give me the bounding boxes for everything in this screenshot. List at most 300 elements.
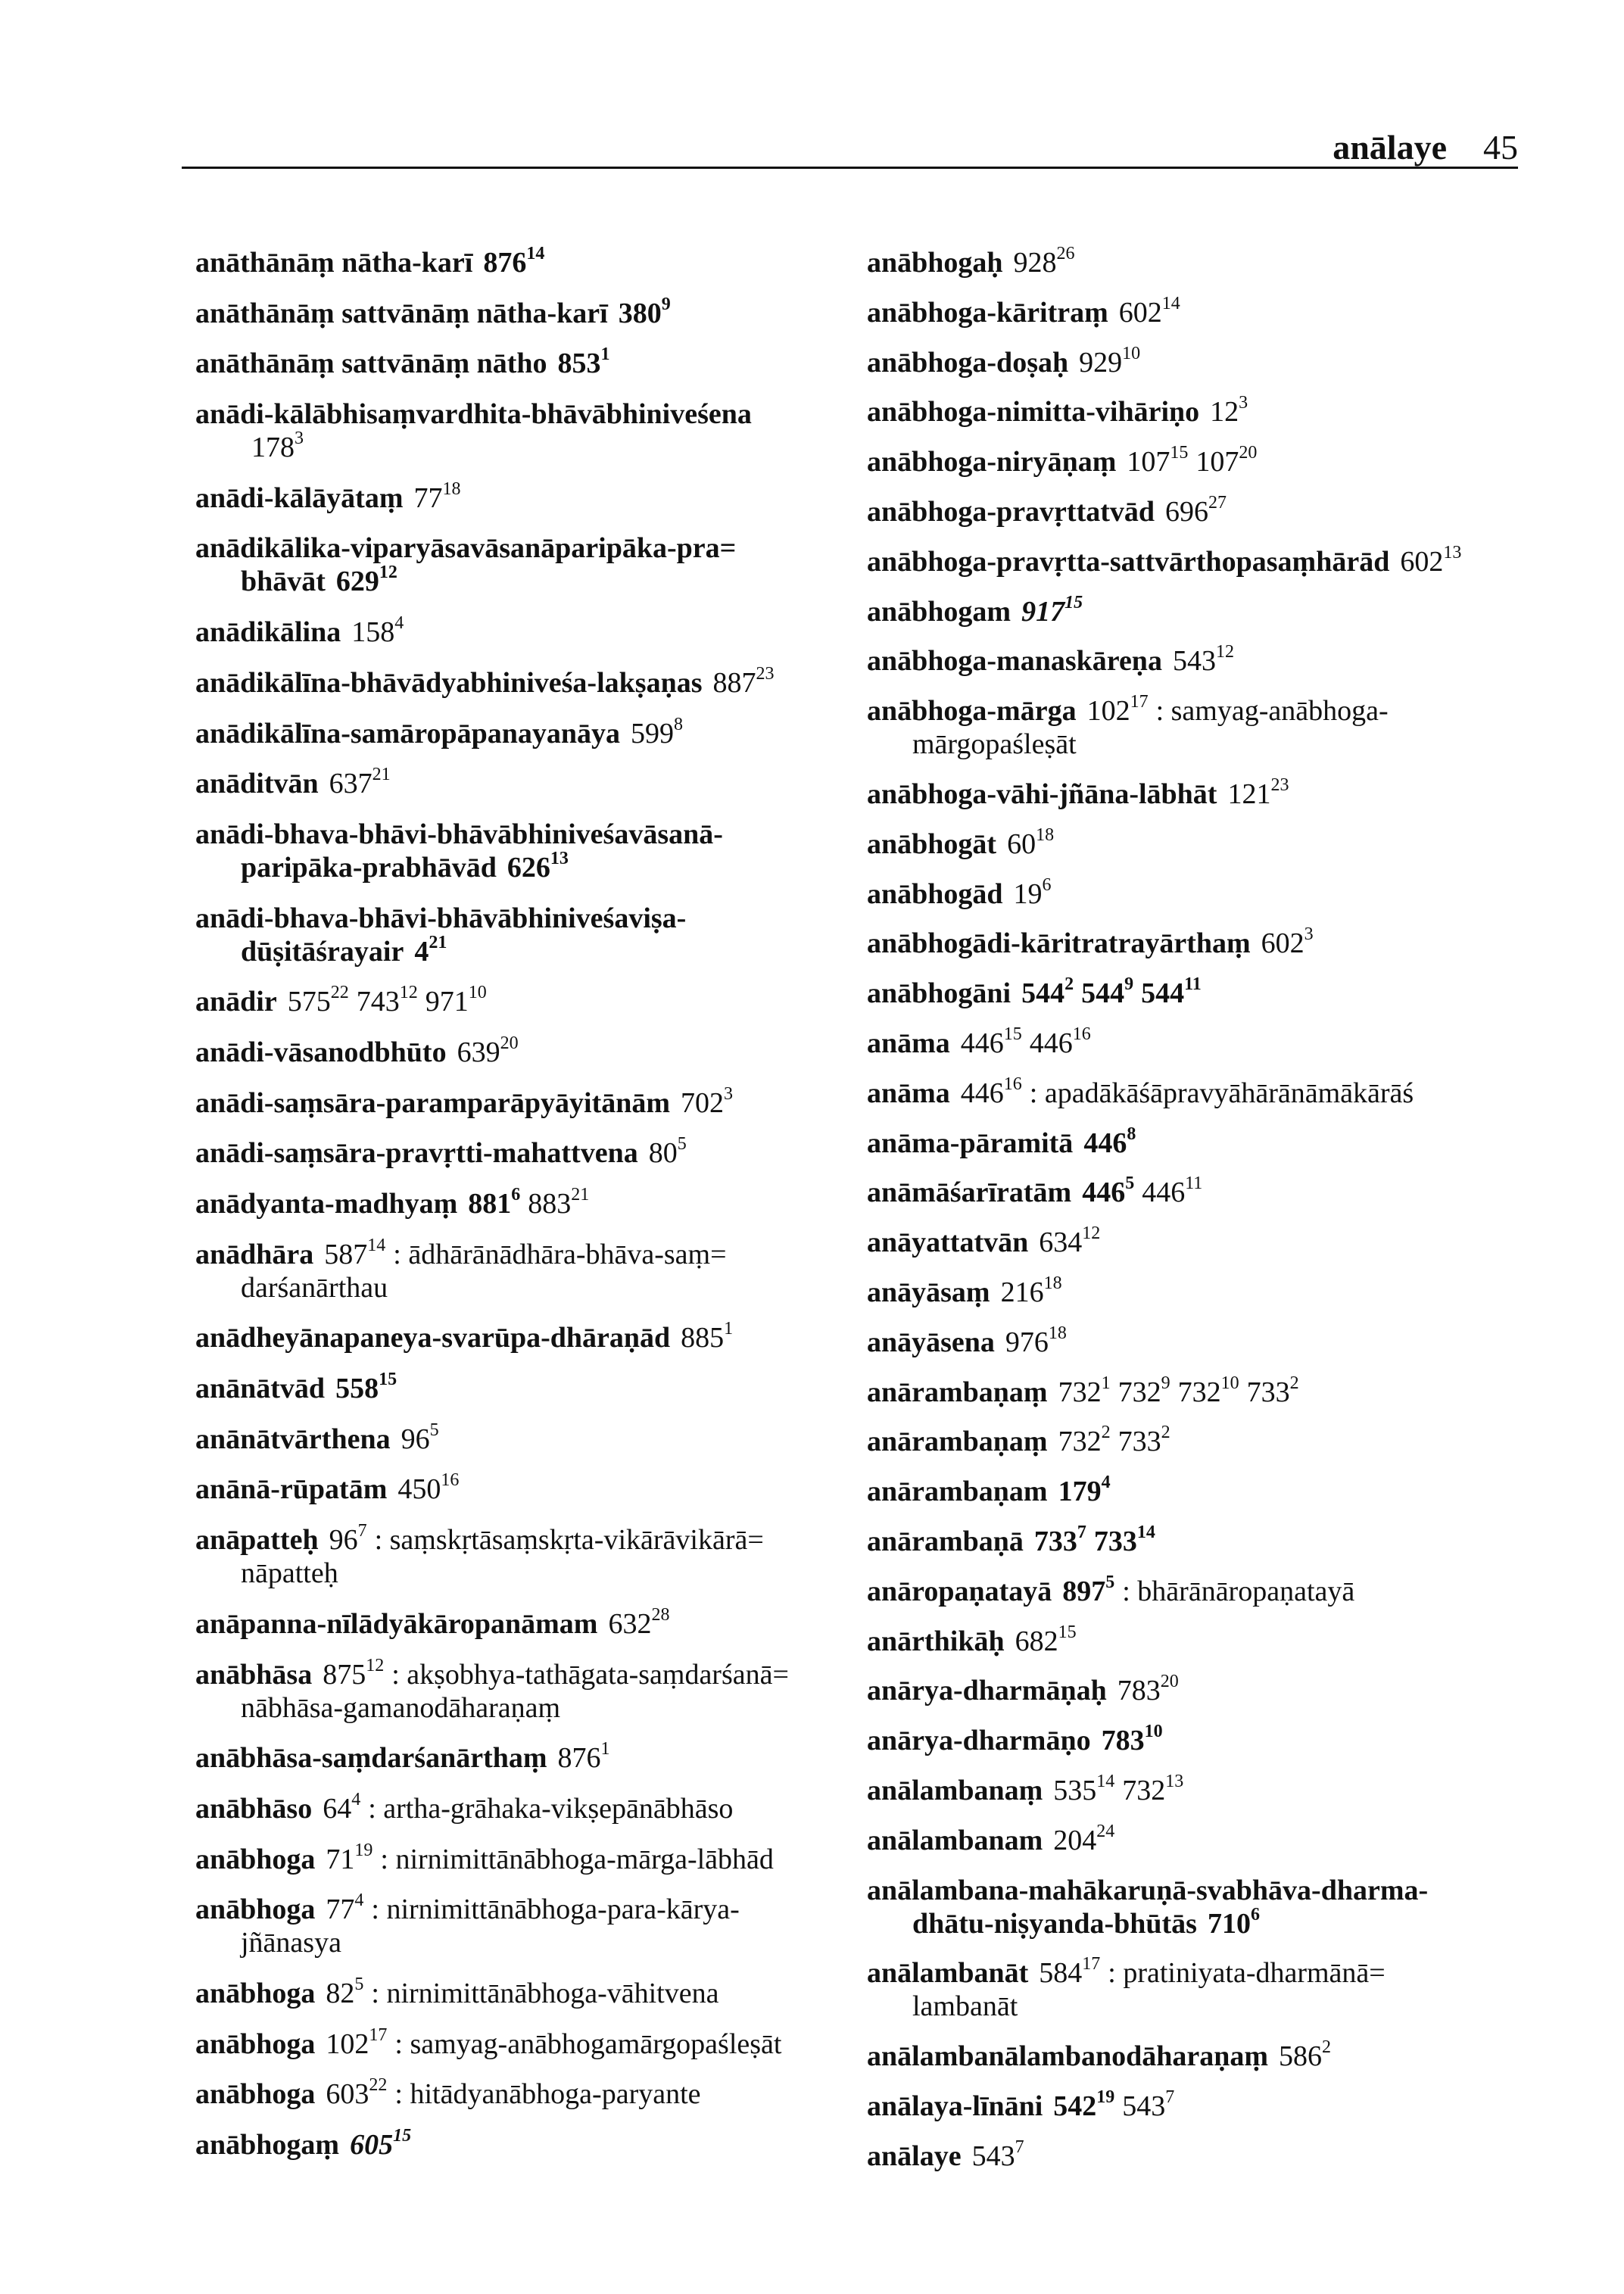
page-reference xyxy=(326,1975,364,2009)
entry-headword: anādi-vāsanodbhūto xyxy=(195,1036,447,1068)
entry-references xyxy=(1039,1223,1108,1259)
page-reference xyxy=(425,983,487,1018)
page-reference xyxy=(329,765,391,800)
reference-page: 102 xyxy=(326,2028,369,2060)
index-entry xyxy=(195,1235,846,1304)
entry-references xyxy=(648,1134,694,1170)
reference-line: 5 xyxy=(677,1134,687,1155)
page-reference xyxy=(414,932,447,968)
entry-references xyxy=(507,849,576,884)
index-entry xyxy=(867,1572,1533,1608)
index-entry xyxy=(195,1033,846,1069)
entry-references xyxy=(350,2126,419,2161)
reference-line: 2 xyxy=(1101,1423,1111,1443)
index-entry xyxy=(867,1323,1533,1359)
reference-line: 2 xyxy=(1322,2037,1332,2058)
entry-references xyxy=(483,244,552,279)
entry-references xyxy=(457,1033,526,1068)
page-reference xyxy=(1013,244,1075,279)
reference-line: 4 xyxy=(354,1890,364,1911)
index-entry xyxy=(867,542,1533,578)
reference-line: 23 xyxy=(1270,775,1289,796)
header-rule xyxy=(182,167,1518,169)
entry-references xyxy=(287,983,494,1018)
entry-references xyxy=(1127,443,1264,478)
entry-headword: anālambanāt xyxy=(867,1957,1029,1990)
entry-gloss: : hitādyanābhoga-paryante xyxy=(394,2078,701,2111)
index-entry xyxy=(867,694,1533,761)
page-reference xyxy=(1005,1323,1067,1358)
page-reference xyxy=(1053,1772,1115,1806)
entry-gloss: : pratiniyata-dharmānā= xyxy=(1108,1957,1386,1990)
index-column-left xyxy=(195,246,846,2162)
index-entry xyxy=(195,1136,846,1170)
page-reference xyxy=(1079,343,1141,379)
page-reference xyxy=(1400,542,1462,578)
entry-references xyxy=(1005,1323,1074,1358)
reference-page: 732 xyxy=(1058,1426,1102,1458)
entry-references xyxy=(1083,1124,1143,1159)
entry-gloss-continuation: lambanāt xyxy=(912,1990,1018,2023)
reference-page: 733 xyxy=(1033,1525,1077,1557)
page-reference xyxy=(413,478,461,514)
page-reference xyxy=(1122,2087,1175,2122)
page-reference xyxy=(1081,974,1134,1010)
index-entry xyxy=(195,902,846,968)
index-entry xyxy=(195,2077,846,2111)
page-reference xyxy=(608,1605,670,1640)
entry-references xyxy=(1039,1954,1108,1990)
entry-references xyxy=(1165,493,1234,528)
reference-page: 82 xyxy=(326,1977,355,2009)
page-reference xyxy=(1021,592,1083,628)
entry-headword: anārthikāḥ xyxy=(867,1625,1005,1657)
index-entry xyxy=(195,1840,846,1876)
page-reference xyxy=(1000,1273,1062,1308)
entry-headword: anāma xyxy=(867,1077,950,1109)
index-entry xyxy=(195,767,846,800)
reference-page: 971 xyxy=(425,986,469,1018)
page-reference xyxy=(483,244,545,279)
reference-page: 4 xyxy=(414,935,429,968)
index-entry xyxy=(867,1373,1533,1409)
entry-references xyxy=(414,932,454,968)
reference-line: 14 xyxy=(1161,294,1180,313)
entry-gloss: : nirnimittānābhoga-vāhitvena xyxy=(371,1977,719,2009)
entry-headword-continuation xyxy=(867,1904,1533,1940)
reference-page: 783 xyxy=(1101,1725,1145,1757)
reference-page: 544 xyxy=(1141,977,1185,1010)
page-reference xyxy=(1013,874,1052,910)
reference-page: 976 xyxy=(1005,1326,1049,1358)
reference-page: 639 xyxy=(457,1036,500,1068)
index-entry xyxy=(195,1187,846,1220)
entry-headword: anādikālīna-samāropāpanayanāya xyxy=(195,717,621,750)
index-entry xyxy=(195,294,846,330)
reference-page: 929 xyxy=(1079,346,1123,379)
entry-references xyxy=(323,1655,391,1691)
reference-line: 6 xyxy=(1042,874,1052,895)
reference-page: 158 xyxy=(351,616,395,649)
reference-line: 20 xyxy=(1160,1672,1179,1692)
entry-headword: anāmāśarīratām xyxy=(867,1177,1072,1209)
entry-references xyxy=(681,1319,740,1354)
index-entry xyxy=(867,2037,1533,2073)
reference-line: 15 xyxy=(1003,1024,1022,1045)
reference-line: 21 xyxy=(571,1185,590,1205)
entry-gloss: : samyag-anābhogamārgopaśleṣāt xyxy=(394,2028,782,2060)
index-entry xyxy=(195,613,846,649)
entry-references xyxy=(1400,542,1469,578)
reference-page: 535 xyxy=(1053,1774,1097,1806)
reference-page: 380 xyxy=(618,297,662,329)
entry-headword: anāpatteḥ xyxy=(195,1524,319,1557)
page-reference xyxy=(557,344,610,380)
entry-references xyxy=(1013,244,1083,279)
entry-references xyxy=(1058,1373,1307,1408)
entry-references xyxy=(960,1024,1099,1059)
entry-headword: anādi-saṃsāra-pravṛtti-mahattvena xyxy=(195,1137,638,1170)
reference-line: 13 xyxy=(1443,542,1462,563)
reference-line: 3 xyxy=(1304,924,1314,945)
reference-page: 887 xyxy=(712,666,756,699)
index-entry xyxy=(195,1977,846,2010)
page-reference xyxy=(1227,775,1289,810)
entry-headword: anānātvād xyxy=(195,1373,326,1405)
reference-page: 885 xyxy=(681,1322,725,1354)
entry-headword: anābhoga xyxy=(195,2028,316,2060)
page-reference xyxy=(1101,1722,1163,1757)
page-reference xyxy=(1177,1373,1239,1408)
reference-page: 733 xyxy=(1246,1376,1290,1408)
reference-line: 22 xyxy=(369,2075,388,2096)
page-reference xyxy=(528,1185,590,1220)
reference-line: 14 xyxy=(1096,1772,1115,1792)
reference-line: 13 xyxy=(1165,1772,1184,1792)
index-entry xyxy=(867,1223,1533,1259)
reference-page: 634 xyxy=(1039,1226,1083,1259)
index-entry xyxy=(195,1321,846,1354)
entry-references xyxy=(468,1185,597,1220)
reference-line: 1 xyxy=(724,1319,734,1339)
reference-line: 7 xyxy=(1165,2087,1175,2108)
index-entry xyxy=(867,775,1533,811)
entry-gloss-continuation: nāpatteḥ xyxy=(241,1557,338,1590)
reference-page: 544 xyxy=(1081,977,1125,1010)
entry-headword: anābhoga xyxy=(195,1843,316,1875)
reference-line: 18 xyxy=(1043,1273,1062,1294)
page-reference xyxy=(1142,1173,1203,1209)
entry-headword: anādikālika-viparyāsavāsanāparipāka-pra= xyxy=(195,532,737,565)
entry-references xyxy=(1172,642,1242,678)
reference-page: 446 xyxy=(960,1077,1004,1109)
reference-page: 875 xyxy=(323,1658,366,1691)
page-reference xyxy=(1053,1821,1115,1856)
reference-line: 21 xyxy=(429,932,447,952)
index-entry xyxy=(867,1525,1533,1558)
entry-headword: anābhoga-vāhi-jñāna-lābhāt xyxy=(867,778,1217,810)
page-reference xyxy=(287,983,349,1018)
reference-line: 11 xyxy=(1184,974,1202,995)
page-reference xyxy=(1117,1672,1179,1707)
reference-line: 18 xyxy=(1036,824,1055,845)
entry-headword: anābhoga-nimitta-vihāriṇo xyxy=(867,396,1200,429)
index-entry xyxy=(195,818,846,884)
index-entry xyxy=(195,1523,846,1590)
reference-line: 28 xyxy=(651,1605,670,1625)
page-reference xyxy=(681,1319,734,1354)
entry-headword: anāyāsaṃ xyxy=(867,1276,990,1308)
page-reference xyxy=(326,2075,388,2111)
entry-headword: anādi-kālābhisaṃvardhita-bhāvābhiniveśena xyxy=(195,398,752,431)
entry-headword: anārambaṇaṃ xyxy=(867,1426,1048,1458)
entry-references xyxy=(326,1890,371,1926)
entry-gloss: : bhārānāropaṇatayā xyxy=(1122,1575,1355,1607)
entry-references xyxy=(1000,1273,1070,1308)
index-entry xyxy=(195,1890,846,1959)
reference-page: 602 xyxy=(1118,296,1162,329)
reference-page: 632 xyxy=(608,1607,652,1640)
reference-line: 17 xyxy=(1130,692,1149,712)
index-entry xyxy=(867,874,1533,911)
entry-references xyxy=(351,613,411,649)
entry-references xyxy=(1007,824,1061,860)
entry-headword: anābhogāni xyxy=(867,977,1011,1010)
entry-headword: anāyāsena xyxy=(867,1326,995,1358)
index-entry xyxy=(867,246,1533,279)
entry-gloss: : nirnimittānābhoga-para-kārya- xyxy=(371,1893,740,1926)
index-entry xyxy=(867,1674,1533,1707)
entry-references xyxy=(335,563,405,598)
reference-line: 12 xyxy=(1215,642,1234,662)
entry-references xyxy=(329,765,398,800)
reference-page: 96 xyxy=(329,1524,358,1557)
reference-line: 15 xyxy=(1064,592,1083,612)
reference-page: 732 xyxy=(1117,1376,1161,1408)
entry-headword: anālaye xyxy=(867,2140,962,2172)
reference-line: 26 xyxy=(1056,244,1075,264)
page-reference xyxy=(1261,924,1314,960)
entry-references xyxy=(324,1235,393,1270)
entry-references xyxy=(1261,924,1321,960)
entry-references xyxy=(618,294,678,329)
entry-headword: anābhāsa-saṃdarśanārthaṃ xyxy=(195,1742,547,1775)
reference-page: 853 xyxy=(557,348,601,380)
entry-headword: anādi-bhava-bhāvi-bhāvābhiniveśaviṣa- xyxy=(195,902,687,934)
entry-references xyxy=(1279,2037,1339,2073)
reference-page: 743 xyxy=(356,986,400,1018)
reference-line: 5 xyxy=(1125,1173,1135,1194)
entry-headword: anādikālina xyxy=(195,616,341,649)
entry-headword: anābhāso xyxy=(195,1792,313,1825)
entry-headword: anābhoga-pravṛttatvād xyxy=(867,495,1155,528)
page-reference xyxy=(648,1134,687,1170)
reference-line: 1 xyxy=(600,1739,610,1759)
entry-references xyxy=(1086,692,1156,728)
page-reference xyxy=(326,2024,388,2060)
entry-references xyxy=(413,478,468,514)
entry-headword-part: dūṣitāśrayair xyxy=(241,935,404,968)
reference-page: 883 xyxy=(528,1188,572,1220)
entry-references xyxy=(397,1470,466,1506)
reference-line: 12 xyxy=(1082,1223,1101,1244)
entry-references xyxy=(681,1083,740,1119)
index-entry xyxy=(195,478,846,515)
index-entry xyxy=(867,1024,1533,1060)
index-entry xyxy=(867,1074,1533,1110)
entry-gloss-continuation: nābhāsa-gamanodāharaṇaṃ xyxy=(241,1691,561,1724)
reference-page: 733 xyxy=(1093,1525,1137,1557)
reference-page: 710 xyxy=(1207,1907,1251,1940)
entry-headword: anābhogaḥ xyxy=(867,247,1003,279)
index-entry xyxy=(867,1173,1533,1209)
reference-page: 77 xyxy=(326,1893,355,1926)
reference-page: 179 xyxy=(1058,1476,1102,1508)
reference-line: 16 xyxy=(1072,1024,1091,1045)
entry-references xyxy=(608,1605,677,1640)
reference-line: 15 xyxy=(393,2126,412,2146)
entry-headword: anāropaṇatayā xyxy=(867,1575,1052,1607)
entry-references xyxy=(1079,343,1148,379)
entry-headword: anārambaṇā xyxy=(867,1525,1024,1557)
page-reference xyxy=(1053,2087,1115,2122)
entry-headword: anādi-saṃsāra-paramparāpyāyitānām xyxy=(195,1086,671,1119)
reference-page: 107 xyxy=(1127,446,1170,478)
entry-references xyxy=(1118,294,1188,329)
reference-page: 637 xyxy=(329,768,372,800)
reference-page: 602 xyxy=(1400,545,1444,578)
reference-page: 64 xyxy=(323,1792,352,1825)
page-reference xyxy=(1058,1473,1111,1508)
index-entry xyxy=(195,714,846,750)
reference-page: 450 xyxy=(397,1473,441,1506)
entry-references xyxy=(326,2075,394,2111)
reference-page: 71 xyxy=(326,1843,355,1875)
entry-headword: anābhoga-kāritraṃ xyxy=(867,296,1108,329)
entry-references xyxy=(971,2137,1032,2172)
reference-line: 6 xyxy=(511,1185,521,1205)
page-reference xyxy=(631,714,684,750)
entry-headword: anābhogaṃ xyxy=(195,2129,340,2161)
page-reference xyxy=(1172,642,1234,678)
entry-headword-part: paripāka-prabhāvād xyxy=(241,851,497,884)
entry-references xyxy=(1210,393,1255,429)
page-reference xyxy=(1141,974,1202,1010)
reference-line: 15 xyxy=(1058,1622,1077,1642)
reference-line: 4 xyxy=(394,613,404,634)
reference-line: 2 xyxy=(1289,1373,1299,1393)
entry-headword: anādikālīna-bhāvādyabhiniveśa-lakṣaṇas xyxy=(195,666,703,699)
index-entry xyxy=(867,1956,1533,2023)
reference-page: 77 xyxy=(413,482,443,514)
index-entry xyxy=(867,445,1533,478)
entry-references xyxy=(329,1521,375,1557)
index-entry xyxy=(195,2024,846,2061)
index-entry xyxy=(195,1083,846,1120)
page-reference xyxy=(329,1521,367,1557)
index-entry xyxy=(195,1741,846,1775)
index-entry xyxy=(867,495,1533,528)
entry-headword: anābhogam xyxy=(867,595,1011,628)
reference-page: 732 xyxy=(1058,1376,1102,1408)
entry-references xyxy=(323,1790,368,1825)
reference-line: 14 xyxy=(367,1235,386,1255)
page-reference xyxy=(324,1235,386,1270)
entry-references xyxy=(1058,1423,1178,1458)
reference-page: 121 xyxy=(1227,778,1271,810)
reference-line: 12 xyxy=(399,983,418,1003)
entry-references xyxy=(1062,1572,1122,1607)
page-reference xyxy=(335,1370,397,1405)
reference-page: 732 xyxy=(1177,1376,1221,1408)
entry-gloss: : samyag-anābhoga- xyxy=(1155,695,1389,728)
index-entry xyxy=(867,395,1533,429)
entry-headword: anābhoga xyxy=(195,2078,316,2111)
entry-headword-part: bhāvāt xyxy=(241,566,326,598)
index-entry xyxy=(195,1655,846,1725)
reference-page: 80 xyxy=(648,1137,678,1170)
reference-page: 733 xyxy=(1117,1426,1161,1458)
reference-line: 19 xyxy=(1096,2087,1115,2108)
entry-headword-continuation xyxy=(195,851,846,884)
reference-page: 587 xyxy=(324,1238,368,1270)
page-reference xyxy=(397,1470,460,1506)
index-entry xyxy=(867,644,1533,678)
reference-page: 897 xyxy=(1062,1575,1106,1607)
index-entry xyxy=(195,1470,846,1506)
reference-page: 543 xyxy=(971,2140,1015,2172)
page-reference xyxy=(1165,493,1227,528)
entry-references xyxy=(1053,1772,1191,1806)
reference-page: 12 xyxy=(1210,396,1239,429)
index-entry xyxy=(867,924,1533,960)
page-reference xyxy=(1195,443,1258,478)
reference-line: 22 xyxy=(330,983,349,1003)
reference-page: 876 xyxy=(483,247,527,279)
reference-line: 17 xyxy=(1082,1954,1101,1975)
page-reference xyxy=(557,1739,610,1775)
index-entry xyxy=(195,531,846,598)
running-head xyxy=(1333,127,1518,167)
reference-page: 544 xyxy=(1021,977,1065,1010)
entry-references xyxy=(1227,775,1296,810)
entry-references xyxy=(326,2024,394,2060)
index-entry xyxy=(867,824,1533,861)
entry-headword-part: dhātu-niṣyanda-bhūtās xyxy=(912,1907,1197,1940)
entry-references xyxy=(326,1840,380,1875)
entry-headword: anābhoga-manaskāreṇa xyxy=(867,645,1162,678)
page-reference xyxy=(251,429,304,464)
entry-references xyxy=(631,714,690,750)
reference-page: 783 xyxy=(1117,1675,1161,1707)
page-reference xyxy=(1210,393,1248,429)
entry-headword: anādi-bhava-bhāvi-bhāvābhiniveśavāsanā- xyxy=(195,818,723,850)
entry-gloss: : ādhārānādhāra-bhāva-saṃ= xyxy=(393,1238,727,1270)
index-entry xyxy=(867,1821,1533,1857)
entry-headword: anābhoga-pravṛtta-sattvārthopasaṃhārād xyxy=(867,545,1390,578)
page-reference xyxy=(1117,1373,1170,1408)
reference-line: 7 xyxy=(357,1521,367,1541)
reference-line: 10 xyxy=(1122,343,1141,363)
entry-headword-continuation xyxy=(195,565,846,598)
entry-references xyxy=(1021,592,1090,628)
entry-headword: anāthānāṃ sattvānāṃ nātho xyxy=(195,348,547,380)
reference-page: 876 xyxy=(557,1742,601,1775)
page-reference xyxy=(1033,1523,1086,1557)
reference-line: 2 xyxy=(1064,974,1074,995)
entry-headword: anāditvān xyxy=(195,768,319,800)
reference-page: 178 xyxy=(251,432,295,464)
